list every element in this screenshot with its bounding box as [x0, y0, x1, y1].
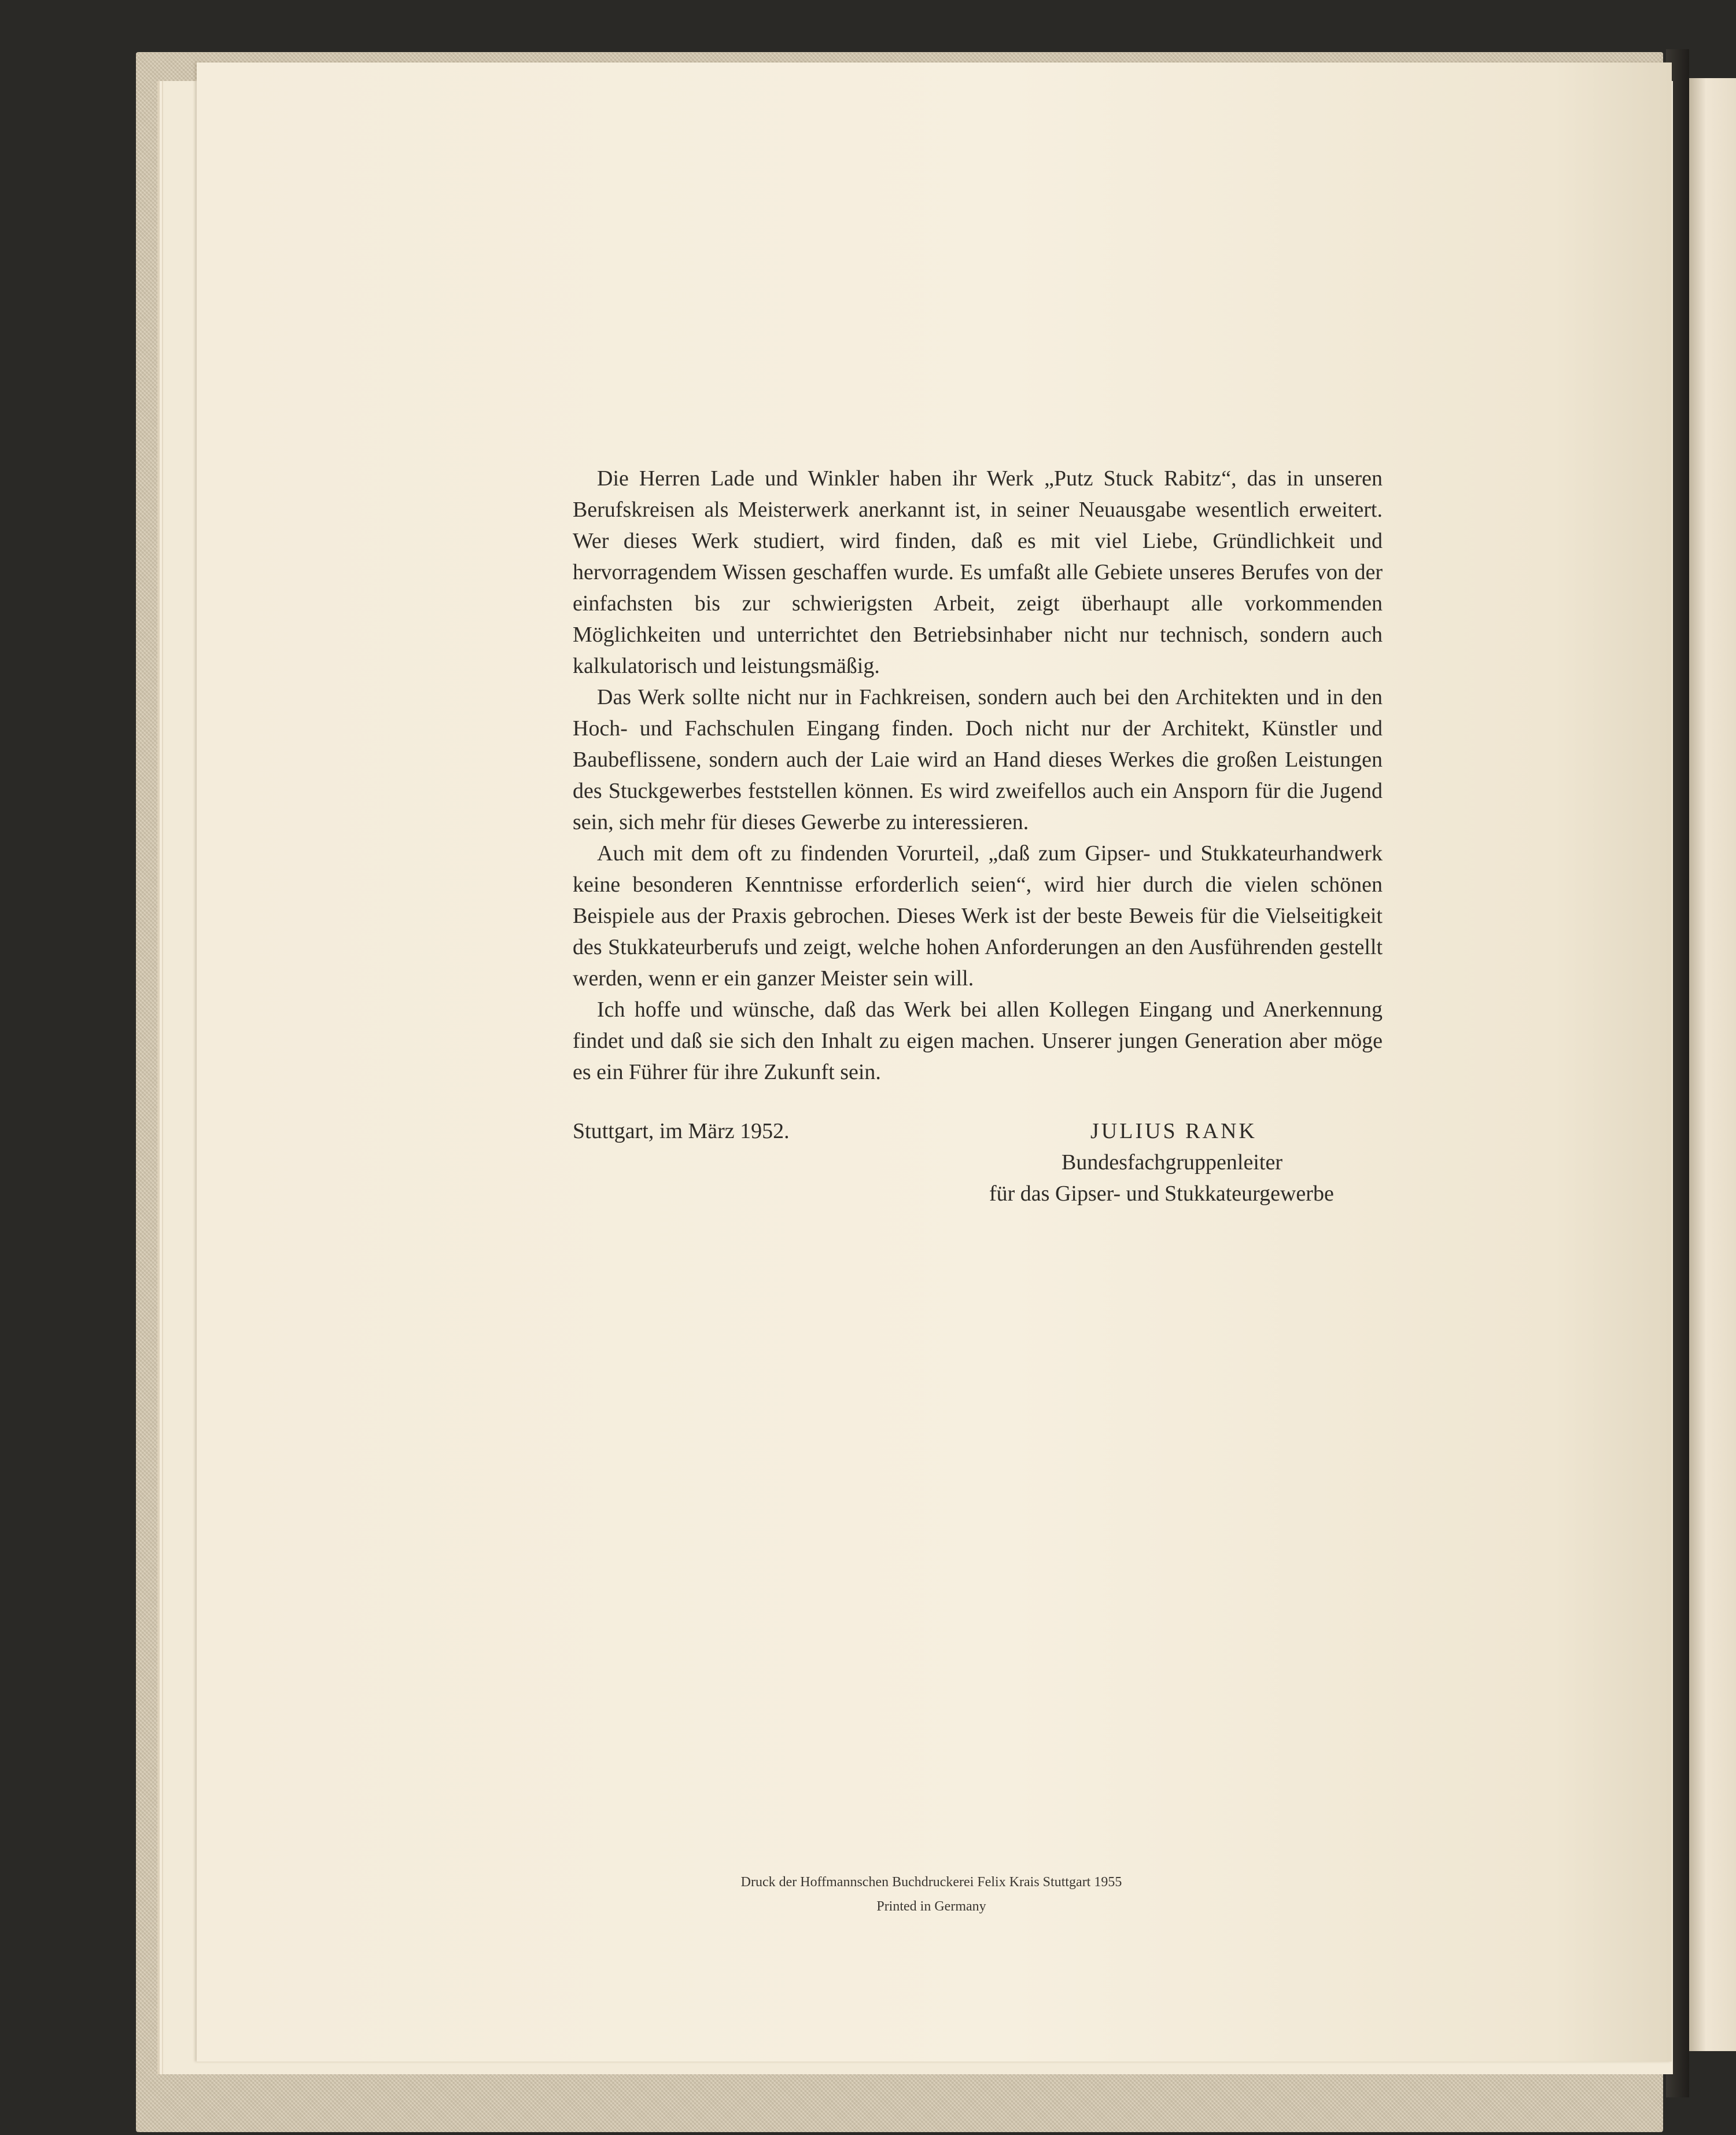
signatory-title: Bundesfachgruppenleiter — [1061, 1150, 1282, 1175]
paragraph-4: Ich hoffe und wünsche, daß das Werk bei allen Kollegen Eingang und Anerkennung findet und daß sie sich den Inhalt zu eigen machen. Unserer jungen Generation aber möge es ein Führer für ihre Zukunft sein. — [573, 997, 1383, 1084]
signatory-name: JULIUS RANK — [1090, 1119, 1257, 1143]
printer-line: Druck der Hoffmannschen Buchdruckerei Felix Krais Stuttgart 1955 — [740, 1875, 1122, 1890]
signatory-trade: für das Gipser- und Stukkateurgewerbe — [989, 1181, 1334, 1206]
signature-block — [949, 1116, 1388, 1209]
place-date: Stuttgart, im März 1952. — [573, 1119, 790, 1143]
paragraph-2: Das Werk sollte nicht nur in Fachkreisen, sondern auch bei den Architekten und in den Hoch- und Fachschulen Eingang finden. Doch nicht nur der Architekt, Künstler und Baubeflissene, sondern auch der Laie wird an Hand dieses Werkes die großen Leistungen des Stuckgewerbes feststellen können. Es wird zweifellos auch ein Ansporn für die Jugend sein, sich mehr für dieses Gewerbe zu interessieren. — [573, 685, 1383, 834]
paragraph-1: Die Herren Lade und Winkler haben ihr Werk „Putz Stuck Rabitz“, das in unseren Berufskreisen als Meisterwerk anerkannt ist, in seiner Neuausgabe wesentlich erweitert. Wer dieses Werk studiert, wird finden, daß es mit viel Liebe, Gründlichkeit und hervorragendem Wissen geschaffen wurde. Es umfaßt alle Gebiete unseres Berufes von der einfachsten bis zur schwierigsten Arbeit, zeigt überhaupt alle vorkommenden Möglichkeiten und unterrichtet den Betriebsinhaber nicht nur technisch, sondern auch kalkulatorisch und leistungsmäßig. — [573, 466, 1383, 678]
origin-line: Printed in Germany — [876, 1899, 986, 1914]
next-page-edge — [1686, 78, 1736, 2051]
preface-text — [573, 463, 1383, 1088]
paragraph-3: Auch mit dem oft zu findenden Vorurteil, „daß zum Gipser- und Stukkateurhandwerk keine besonderen Kenntnisse erforderlich seien“, wird hier durch die vielen schönen Beispiele aus der Praxis gebrochen. Dieses Werk ist der beste Beweis für die Vielseitigkeit des Stukkateurberufs und zeigt, welche hohen Anforderungen an den Ausführenden gestellt werden, wenn er ein ganzer Meister sein will. — [573, 841, 1383, 991]
colophon — [671, 1870, 1192, 1919]
